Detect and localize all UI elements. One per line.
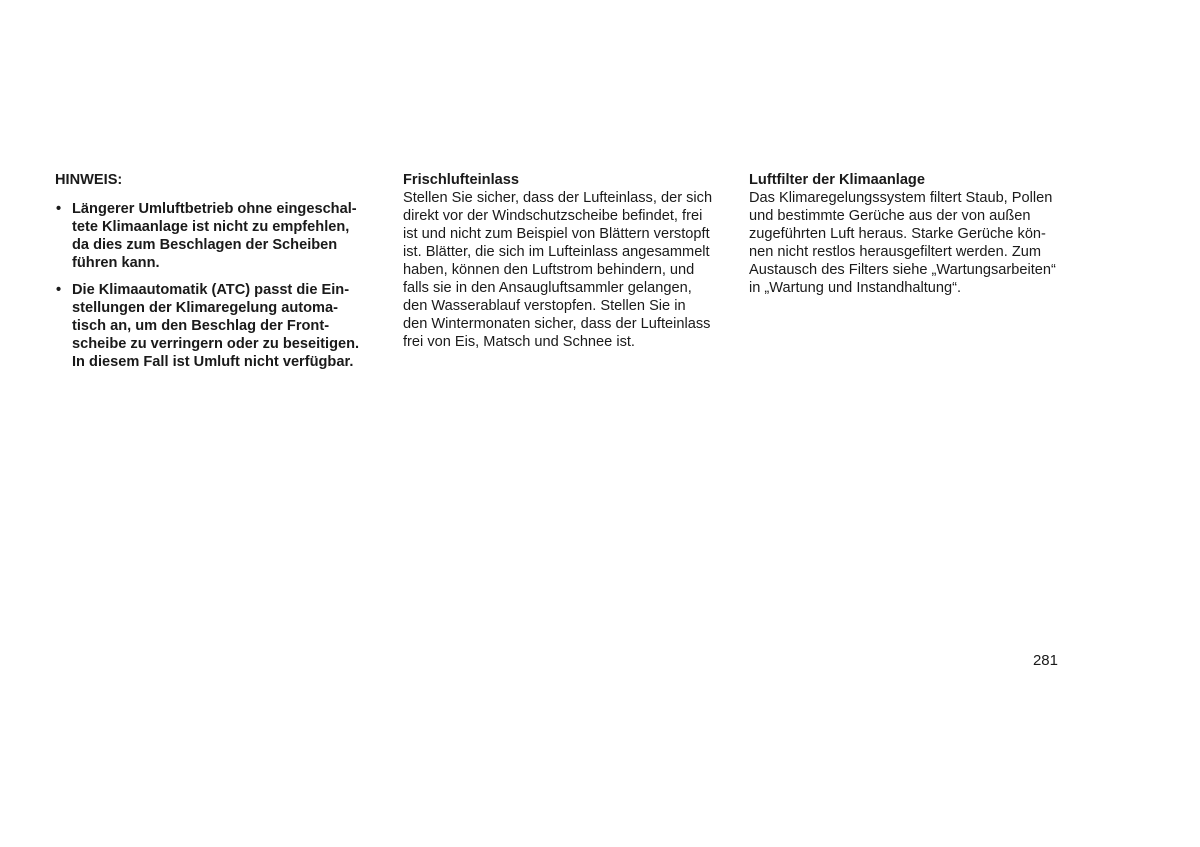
notice-list: [55, 200, 365, 371]
notice-column: [55, 171, 365, 380]
section-body: Das Klimaregelungssystem filtert Staub, Pollen und bestimmte Gerüche aus der von außen zugeführten Luft heraus. Starke Gerüche kön- nen nicht restlos herausgefiltert werden. Zum Austausch des Filters siehe „Wartungsarbeiten“ in „Wartung und Instandhaltung“.: [749, 190, 1056, 296]
notice-item-text: Die Klimaautomatik (ATC) passt die Ein- stellungen der Klimaregelung automa- tisch an, um den Beschlag der Front- scheibe zu verringern oder zu beseitigen. In diesem Fall ist Umluft nicht verfügbar.: [72, 282, 360, 370]
section-heading: Frischlufteinlass: [403, 172, 519, 188]
fresh-air-inlet-section: [403, 171, 714, 351]
notice-item: [55, 200, 365, 272]
page-number: 281: [1032, 652, 1058, 669]
bullet-icon: •: [56, 282, 62, 298]
bullet-icon: •: [56, 201, 62, 217]
air-filter-section: [749, 171, 1060, 297]
section-body: Stellen Sie sicher, dass der Lufteinlass, der sich direkt vor der Windschutzscheibe befindet, frei ist und nicht zum Beispiel von Blättern verstopft ist. Blätter, die sich im Lufteinlass angesammelt haben, können den Luftstrom behindern, und falls sie in den Ansaugluftsammler gelangen, den Wasserablauf verstopfen. Stellen Sie in den Wintermonaten sicher, dass der Lufteinlass frei von Eis, Matsch und Schnee ist.: [403, 190, 713, 350]
notice-title: HINWEIS:: [55, 172, 123, 188]
notice-item: [55, 281, 365, 371]
section-heading: Luftfilter der Klimaanlage: [749, 172, 925, 188]
notice-item-text: Längerer Umluftbetrieb ohne eingeschal- tete Klimaanlage ist nicht zu empfehlen, da dies zum Beschlagen der Scheiben führen kann.: [72, 201, 357, 271]
